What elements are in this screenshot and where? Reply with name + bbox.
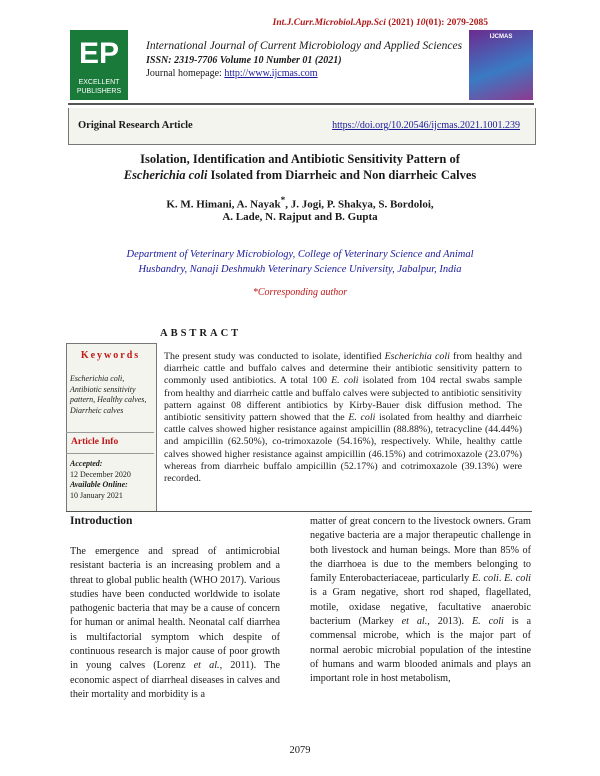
running-head-volume: 10	[415, 18, 426, 28]
running-head-year: (2021)	[388, 18, 414, 28]
accepted-date: 12 December 2020	[70, 469, 131, 479]
intro-right-italic4: E. coli	[471, 616, 504, 628]
intro-right-italic1: E. coli	[471, 573, 499, 585]
homepage-label: Journal homepage:	[146, 68, 222, 79]
header-divider	[68, 103, 534, 105]
journal-cover-image	[469, 30, 533, 100]
homepage-link[interactable]: http://www.ijcmas.com	[224, 68, 318, 79]
doi-link[interactable]: https://doi.org/10.20546/ijcmas.2021.1001.239	[332, 120, 520, 131]
article-info-heading: Article Info	[71, 437, 119, 447]
issn-line: ISSN: 2319-7706 Volume 10 Number 01 (2021)	[146, 55, 342, 66]
abstract-heading: ABSTRACT	[160, 328, 242, 339]
intro-right-part2: .	[498, 573, 505, 585]
logo-subtitle: EXCELLENT PUBLISHERS	[76, 79, 122, 95]
abstract-part4: isolated from healthy and diarrheic cattle calves showed higher resistance against ampicillin (88.88%), tetracycline (44.44%) and ampicillin (62.50%), co-trimoxazole (54.16%), respectively. While, healthy cattle calves showed higher resistance against ampicillin (46.15%) and cotrimoxazole (23.07%) whereas from diarrheic buffalo ampicillin (52.17%) and cotrimoxazole (39.13%) were recorded.	[164, 412, 522, 485]
online-label: Available Online:	[70, 480, 128, 489]
corresponding-mark: *	[280, 195, 286, 205]
intro-left-part2: 2011). The economic aspect of diarrheal diseases in calves and their mortality and morbidity is a	[70, 660, 280, 700]
article-dates	[70, 459, 154, 501]
abstract-part3: isolated from 104 rectal swabs sample from healthy and diarrheic cattle and buffalo calves were subjected to antibiotic sensitivity pattern against 08 different antibiotics by Kirby-Bauer disk diffusion method. The antibiotic sensitivity pattern showed that the	[164, 375, 522, 424]
logo-letters: EP	[78, 37, 120, 70]
intro-right-part3: is a Gram negative, short rod shaped, flagellated, motile, oxidase negative, facultative anaerobic bacterium (Markey	[310, 587, 531, 628]
title-species: Escherichia coli	[123, 168, 208, 182]
abstract-divider	[66, 511, 532, 512]
running-head-journal: Int.J.Curr.Microbiol.App.Sci	[272, 18, 386, 28]
intro-column-left	[70, 545, 280, 702]
abstract-italic1: Escherichia coli	[384, 351, 450, 362]
intro-right-italic2: E. coli	[504, 573, 531, 585]
journal-title: International Journal of Current Microbiology and Applied Sciences	[146, 40, 463, 52]
article-type: Original Research Article	[78, 120, 193, 131]
accepted-label: Accepted:	[70, 459, 103, 468]
article-title-line1: Isolation, Identification and Antibiotic Sensitivity Pattern of	[140, 152, 460, 166]
intro-right-part1: matter of great concern to the livestock owners. Gram negative bacteria are a major therapeutic challenge in both livestock and human beings. More than 85% of the diarrhoea is due to the members belonging to family Enterobacteriaceae, particularly	[310, 516, 531, 585]
running-head	[273, 18, 488, 28]
abstract-part2: from healthy and diarrheic cattle and buffalo calves and determine their antibiotic sensitivity pattern to commonly used antibiotics. A total 100	[164, 351, 522, 387]
online-date: 10 January 2021	[70, 490, 123, 500]
intro-left-italic: et al.,	[193, 660, 223, 672]
authors-line1	[0, 195, 600, 211]
authors-part2: , J. Jogi, P. Shakya, S. Bordoloi,	[285, 198, 434, 211]
abstract-italic2: E. coli	[331, 375, 359, 387]
abstract-italic3: E. coli	[348, 412, 376, 424]
introduction-heading: Introduction	[70, 515, 133, 527]
intro-right-part5: is a commensal microbe, which is the major part of normal aerobic microbial population of the intestine of humans and warm blooded animals and plays an important role in host metabolism,	[310, 616, 531, 685]
cover-label: IJCMAS	[489, 34, 513, 40]
authors-line2: A. Lade, N. Rajput and B. Gupta	[222, 211, 378, 223]
intro-right-italic3: et al.,	[401, 616, 430, 628]
article-title-line2	[0, 168, 600, 183]
abstract-part1: The present study was conducted to isolate, identified	[164, 351, 385, 362]
publisher-logo	[70, 30, 128, 100]
page-number: 2079	[289, 745, 311, 756]
intro-left-part1: The emergence and spread of antimicrobial resistant bacteria is an increasing problem and a threat to global public health (WHO 2017). Various studies have been conducted worldwide to isolate pathogenic bacteria that may be a cause of concern for human or animal health. Neonatal calf diarrhea is multifactorial symptom which despite of continuous research is major cause of poor growth in young calves (Lorenz	[70, 546, 280, 672]
affiliation-line1: Department of Veterinary Microbiology, College of Veterinary Science and Animal	[126, 249, 474, 260]
authors-part1: K. M. Himani, A. Nayak	[166, 198, 281, 211]
affiliation-line2: Husbandry, Nanaji Deshmukh Veterinary Science University, Jabalpur, India	[138, 264, 462, 275]
journal-homepage	[146, 68, 318, 79]
abstract-body	[164, 351, 522, 485]
keywords-heading: Keywords	[80, 350, 141, 361]
running-head-issue: (01): 2079-2085	[425, 18, 488, 28]
title-rest: Isolated from Diarrheic and Non diarrheic Calves	[207, 168, 477, 182]
corresponding-author-note: *Corresponding author	[252, 287, 348, 298]
intro-column-right	[310, 515, 531, 687]
keywords-list: Escherichia coli, Antibiotic sensitivity pattern, Healthy calves, Diarrheic calves	[70, 374, 147, 415]
intro-right-part4: 2013).	[429, 616, 472, 628]
